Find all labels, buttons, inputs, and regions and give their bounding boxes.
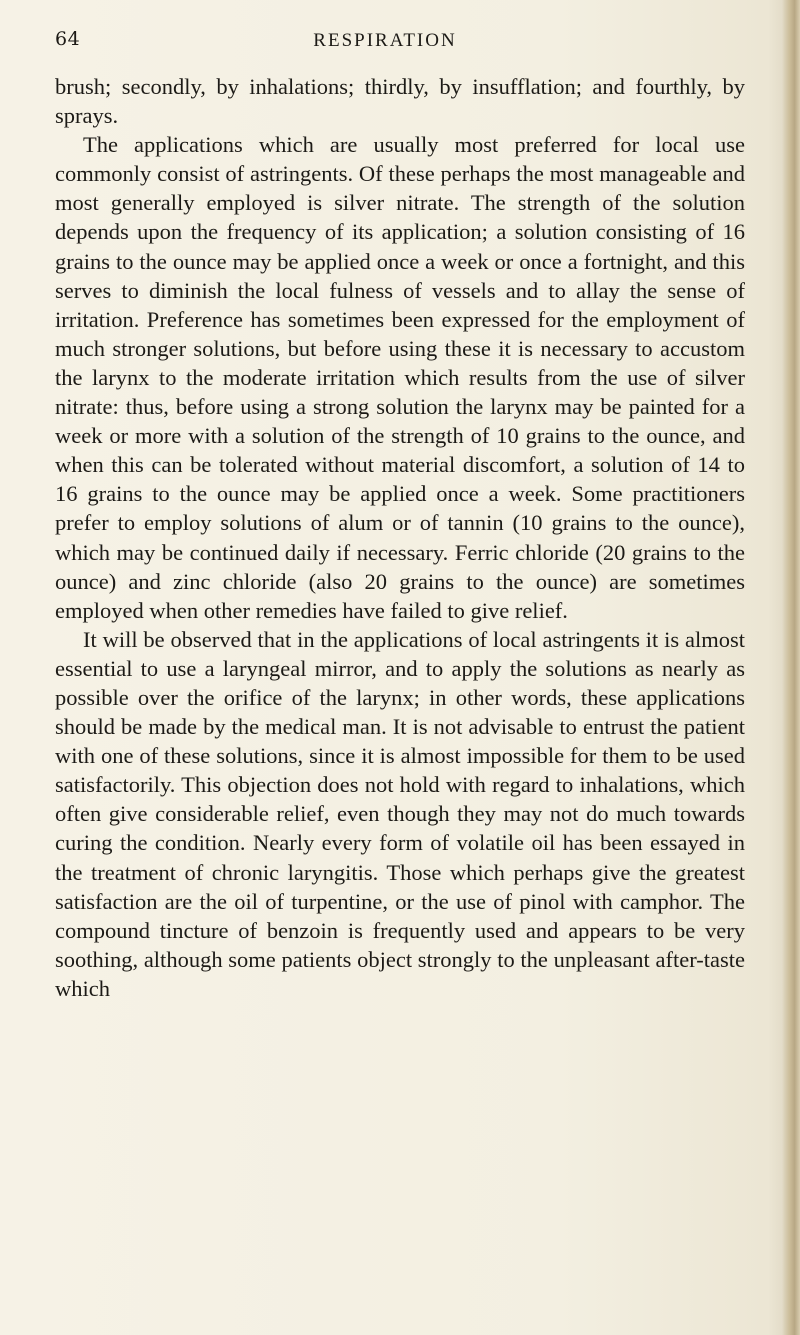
- paragraph-inhalations: It will be observed that in the applications of local astringents it is almost essential to use a laryngeal mirror, and to apply the solutions as nearly as possible over the orifice of the larynx; in other words, these applications should be made by the medical man. It is not advisable to entrust the patient with one of these solutions, since it is almost impossible for them to be used satisfactorily. This objection does not hold with regard to inhalations, which often give considerable relief, even though they may not do much towards curing the condition. Nearly every form of volatile oil has been essayed in the treatment of chronic laryngitis. Those which perhaps give the greatest satisfaction are the oil of turpentine, or the use of pinol with camphor. The compound tincture of benzoin is frequently used and appears to be very soothing, although some patients object strongly to the unpleasant after-taste which: [55, 626, 745, 1001]
- paragraph-continuation: brush; secondly, by inhalations; thirdly, by insufflation; and fourthly, by sprays.: [55, 74, 745, 129]
- page-edge-shadow: [782, 0, 800, 1335]
- running-head: RESPIRATION: [313, 30, 457, 51]
- paragraph-astringents: The applications which are usually most preferred for local use commonly consist of astringents. Of these perhaps the most manageable and most generally employed is silver nitrate. The strength of the solution depends upon the frequency of its application; a solution consisting of 16 grains to the ounce may be applied once a week or once a fortnight, and this serves to diminish the local fulness of vessels and to allay the sense of irritation. Preference has sometimes been expressed for the employment of much stronger solutions, but before using these it is necessary to accustom the larynx to the moderate irritation which results from the use of silver nitrate: thus, before using a strong solution the larynx may be painted for a week or more with a solution of the strength of 10 grains to the ounce, and when this can be tolerated without material discomfort, a solution of 14 to 16 grains to the ounce may be applied once a week. Some practitioners prefer to employ solutions of alum or of tannin (10 grains to the ounce), which may be continued daily if necessary. Ferric chloride (20 grains to the ounce) and zinc chloride (also 20 grains to the ounce) are sometimes employed when other remedies have failed to give relief.: [55, 132, 745, 623]
- page-number: 64: [55, 28, 81, 50]
- body-text: [55, 72, 745, 1003]
